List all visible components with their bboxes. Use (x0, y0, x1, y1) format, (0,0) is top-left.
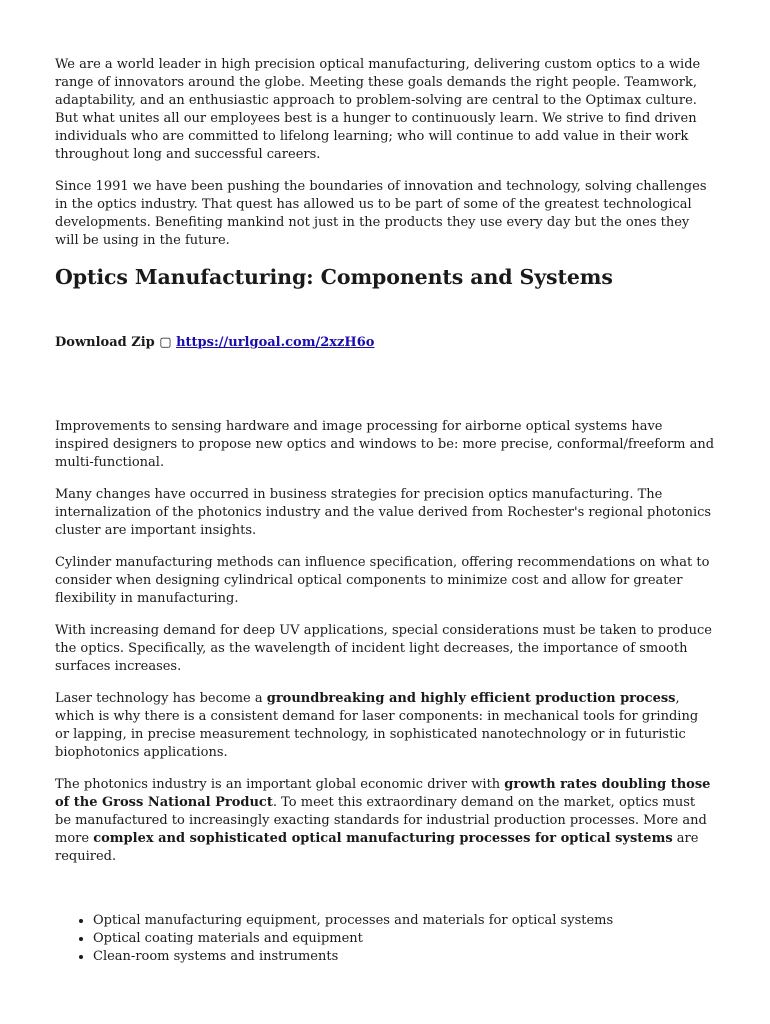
photonics-text-1: The photonics industry is an important global economic driver with (55, 777, 505, 792)
body-paragraph-4: With increasing demand for deep UV applications, special considerations must be taken to produce the optics. Specifically, as the wavelength of incident light decreases, the importance of smooth surfaces increases. (55, 623, 712, 674)
body-paragraph-2: Many changes have occurred in business strategies for precision optics manufacturing. The internalization of the photonics industry and the value derived from Rochester's regional photonics cluster are important insights. (55, 487, 712, 538)
intro-paragraph-2: Since 1991 we have been pushing the boundaries of innovation and technology, solving challenges in the optics industry. That quest has allowed us to be part of some of the greatest technological developments. Benefiting mankind not just in the products they use every day but the ones they will be using in the future. (55, 179, 707, 248)
photonics-bold-1: growth rates doubling those of the Gross National Product (55, 777, 711, 810)
download-line (55, 334, 715, 352)
photonics-text-2: . To meet this extraordinary demand on the market, optics must be manufactured to increasingly exacting standards for industrial production processes. More and more (55, 795, 707, 846)
body-paragraph-1: Improvements to sensing hardware and image processing for airborne optical systems have inspired designers to propose new optics and windows to be: more precise, conformal/freeform and multi-functional. (55, 419, 715, 470)
laser-bold: groundbreaking and highly efficient production process (266, 691, 676, 706)
list-item: • Optical manufacturing equipment, processes and materials for optical systems (93, 912, 715, 930)
bullet-list (55, 912, 715, 966)
download-label: Download Zip ▢ (55, 335, 172, 350)
intro-paragraph-1: We are a world leader in high precision optical manufacturing, delivering custom optics to a wide range of innovators around the globe. Meeting these goals demands the right people. Teamwork, adaptability, and an enthusiastic approach to problem-solving are central to the Optimax culture. But what unites all our employees best is a hunger to continuously learn. We strive to find driven individuals who are committed to lifelong learning; who will continue to add value in their work throughout long and successful careers. (55, 57, 701, 162)
spacer (55, 352, 715, 418)
photonics-paragraph (55, 776, 715, 866)
laser-paragraph (55, 690, 715, 762)
photonics-bold-2: complex and sophisticated optical manufacturing processes for optical systems (93, 831, 673, 846)
body-paragraph-3: Cylinder manufacturing methods can influence specification, offering recommendations on what to consider when designing cylindrical optical components to minimize cost and allow for greater flexibility in manufacturing. (55, 555, 710, 606)
laser-text-1: Laser technology has become a (55, 691, 267, 706)
page-heading: Optics Manufacturing: Components and Systems (55, 265, 613, 289)
laser-text-2: , which is why there is a consistent demand for laser components: in mechanical tools for grinding or lapping, in precise measurement technology, in sophisticated nanotechnology or in futuristic biophotonics applications. (55, 691, 699, 760)
photonics-text-3: are required. (55, 831, 699, 864)
download-link[interactable]: https://urlgoal.com/2xzH6o (176, 335, 375, 350)
list-item: • Optical coating materials and equipment (93, 930, 715, 948)
list-item: • Clean-room systems and instruments (93, 948, 715, 966)
